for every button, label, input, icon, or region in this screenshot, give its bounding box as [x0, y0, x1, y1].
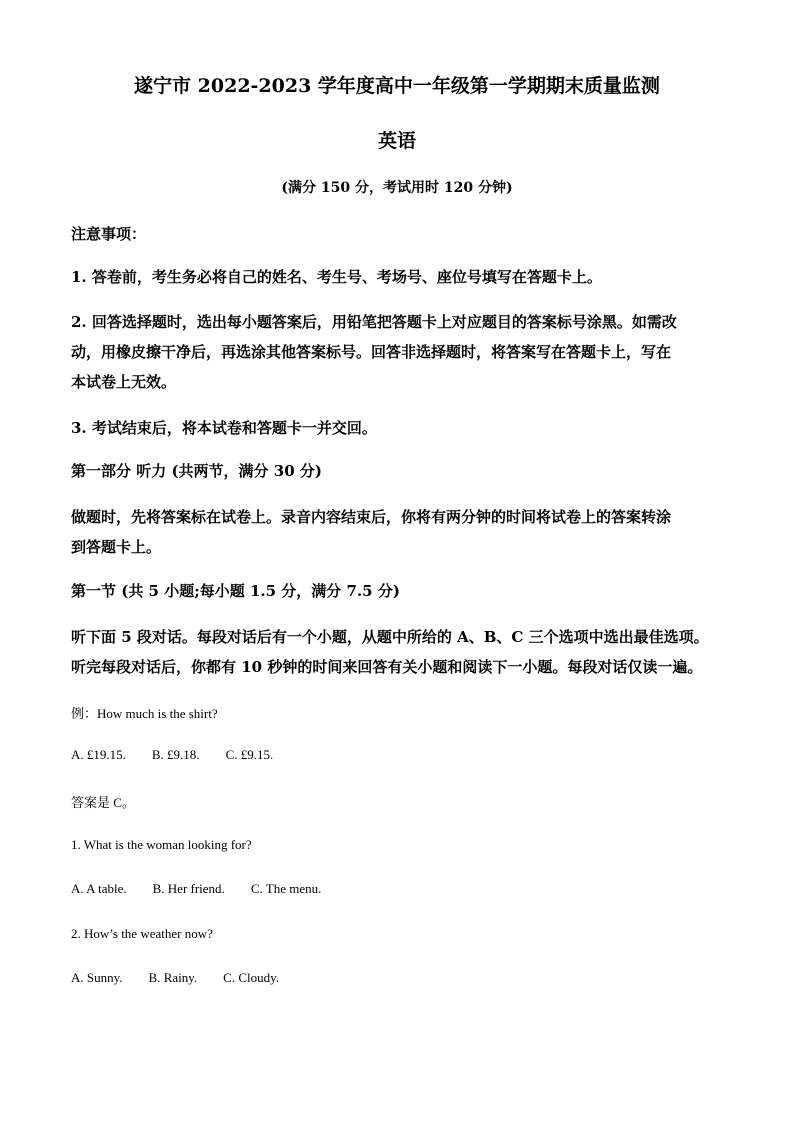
notice-item-3: 3. 考试结束后，将本试卷和答题卡一并交回。	[71, 419, 377, 437]
option: A. £19.15.	[71, 747, 126, 762]
question-1-options	[71, 881, 347, 897]
notice-item-2-line-3: 本试卷上无效。	[71, 373, 177, 391]
option: C. £9.15.	[225, 747, 274, 762]
question-2-options	[71, 970, 305, 986]
notice-item-2-line-1: 2. 回答选择题时，选出每小题答案后，用铅笔把答题卡上对应题目的答案标号涂黑。如需改	[71, 313, 677, 331]
exam-title: 遂宁市 2022-2023 学年度高中一年级第一学期期末质量监测	[134, 75, 660, 97]
part1-intro-line-2: 到答题卡上。	[71, 538, 162, 556]
notice-item-2-line-2: 动，用橡皮擦干净后，再选涂其他答案标号。回答非选择题时，将答案写在答题卡上，写在	[71, 343, 672, 361]
question-1: 1. What is the woman looking for?	[71, 837, 252, 852]
section1-instr-line-1: 听下面 5 段对话。每段对话后有一个小题，从题中所给的 A、B、C 三个选项中选出最佳选项。	[71, 628, 709, 646]
example-options	[71, 747, 299, 763]
subject-title: 英语	[377, 130, 416, 152]
part1-intro-line-1: 做题时，先将答案标在试卷上。录音内容结束后，你将有两分钟的时间将试卷上的答案转涂	[71, 508, 672, 526]
part1-heading: 第一部分 听力 (共两节，满分 30 分)	[71, 462, 322, 480]
question-2: 2. How’s the weather now?	[71, 926, 213, 941]
option: C. The menu.	[250, 881, 322, 896]
exam-meta: (满分 150 分，考试用时 120 分钟)	[281, 180, 513, 196]
notice-heading: 注意事项：	[71, 225, 147, 243]
example-answer: 答案是 C。	[71, 795, 135, 810]
section1-instr-line-2: 听完每段对话后，你都有 10 秒钟的时间来回答有关小题和阅读下一小题。每段对话仅读一遍。	[71, 658, 703, 676]
example-question: 例：How much is the shirt?	[71, 706, 218, 721]
section1-heading: 第一节 (共 5 小题;每小题 1.5 分，满分 7.5 分)	[71, 582, 400, 600]
option: B. Her friend.	[152, 881, 225, 896]
option: A. A table.	[71, 881, 127, 896]
option: B. £9.18.	[151, 747, 200, 762]
option: A. Sunny.	[71, 970, 123, 985]
option: C. Cloudy.	[223, 970, 280, 985]
option: B. Rainy.	[148, 970, 198, 985]
notice-item-1: 1. 答卷前，考生务必将自己的姓名、考生号、考场号、座位号填写在答题卡上。	[71, 268, 602, 286]
